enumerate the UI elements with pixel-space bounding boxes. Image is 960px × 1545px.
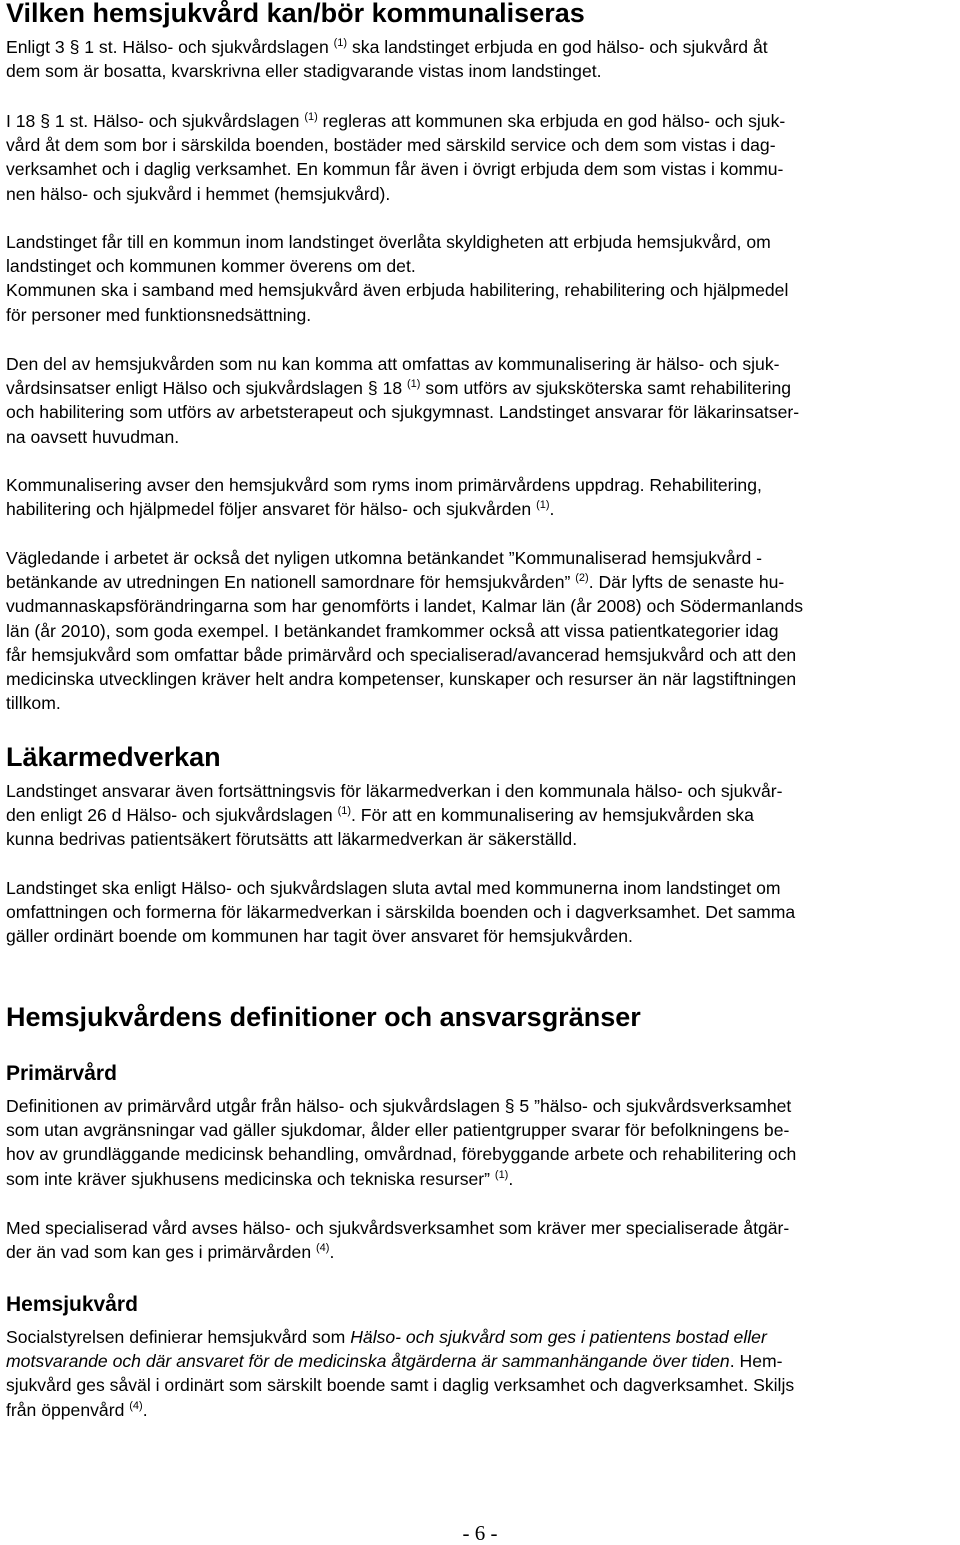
section-symbol: § — [367, 378, 378, 399]
italic-quote: motsvarande och där ansvaret för de medicinska åtgärderna är sammanhängande över tiden — [6, 1351, 730, 1372]
subheading-hemsjukvard: Hemsjukvård — [6, 1293, 138, 1316]
page-number: - 6 - — [462, 1521, 498, 1545]
text-line: kunna bedrivas patientsäkert förutsätts att läkarmedverkan är säkerställd. — [6, 829, 578, 850]
text-line: nen hälso- och sjukvård i hemmet (hemsjukvård). — [6, 183, 391, 204]
text-line: Landstinget ansvarar även fortsättningsvis för läkarmedverkan i den kommunala hälso- och sjukvår- — [6, 781, 783, 801]
text-line: Med specialiserad vård avses hälso- och sjukvårdsverksamhet som kräver mer specialiserade åtgär- — [6, 1218, 790, 1238]
text-line: landstinget och kommunen kommer överens om det. — [6, 256, 416, 277]
text-line: som inte kräver sjukhusens medicinska och tekniska resurser” $^{(1)}$. — [6, 1168, 514, 1189]
text-line: dem som är bosatta, kvarskrivna eller stadigvarande vistas inom landstinget. — [6, 61, 602, 82]
paragraph-hemsjukvard-definition — [6, 1325, 956, 1422]
text-line: vudmannaskapsförändringarna som har genomförts i landet, Kalmar län (år 2008) och Södermanlands — [6, 596, 804, 617]
text-line: Kommunen ska i samband med hemsjukvård även erbjuda habilitering, rehabilitering och hjälpmedel — [6, 280, 789, 301]
section-symbol: § — [504, 1096, 515, 1116]
text-line: från öppenvård $^{(4)}$. — [6, 1399, 148, 1420]
footnote-ref: (4) — [316, 1242, 330, 1255]
text-line: Den del av hemsjukvården som nu kan komma att omfattas av kommunalisering är hälso- och sjuk- — [6, 354, 780, 374]
text-line: I 18 § 1 st. Hälso- och sjukvårdslagen $^{(1)}$ regleras att kommunen ska erbjuda en god hälso- och sjuk- — [6, 111, 786, 131]
text-line: får hemsjukvård som omfattar både primärvård och specialiserad/avancerad hemsjukvård och att den — [6, 644, 797, 665]
text-line: tillkom. — [6, 693, 61, 714]
paragraph-den-del — [6, 352, 956, 449]
text-line: Vägledande i arbetet är också det nyligen utkomna betänkandet ”Kommunaliserad hemsjukvård - — [6, 548, 762, 568]
paragraph-avtal — [6, 876, 956, 949]
paragraph-kommunalisering — [6, 473, 956, 521]
section-symbol: § — [69, 37, 80, 57]
section-symbol: § — [40, 111, 51, 131]
footnote-ref: (1) — [337, 805, 352, 818]
footnote-ref: (4) — [129, 1399, 143, 1412]
text-line: habilitering och hjälpmedel följer ansvaret för hälso- och sjukvården $^{(1)}$. — [6, 499, 555, 520]
text-line: betänkande av utredningen En nationell samordnare för hemsjukvården” $^{(2)}$. Där lyfts de senaste hu- — [6, 572, 785, 593]
text-line: medicinska utvecklingen kräver helt andra kompetenser, kunskaper och resurser än när lagstiftningen — [6, 669, 797, 690]
text-line: Landstinget får till en kommun inom landstinget överlåta skyldigheten att erbjuda hemsjukvård, om — [6, 232, 771, 252]
text-line: hov av grundläggande medicinsk behandling, omvårdnad, förebyggande arbete och rehabilitering och — [6, 1144, 797, 1165]
text-line: motsvarande och där ansvaret för de medicinska åtgärderna är sammanhängande över tiden. Hem- — [6, 1351, 783, 1372]
text-line: för personer med funktionsnedsättning. — [6, 304, 312, 325]
text-line: vård åt dem som bor i särskilda boenden, bostäder med särskild service och dem som vistas i dag- — [6, 135, 776, 156]
text-line: Socialstyrelsen definierar hemsjukvård som Hälso- och sjukvård som ges i patientens bostad eller — [6, 1327, 767, 1347]
text-line: sjukvård ges såväl i ordinärt som särskilt boende samt i daglig verksamhet och dagverksamhet. Skiljs — [6, 1375, 795, 1396]
paragraph-primarvard-definition — [6, 1094, 956, 1191]
subheading-primarvard: Primärvård — [6, 1062, 117, 1085]
text-line: der än vad som kan ges i primärvården $^{(4)}$. — [6, 1242, 335, 1263]
text-line: verksamhet och i daglig verksamhet. En kommun får även i övrigt erbjuda dem som vistas i kommu- — [6, 159, 784, 180]
text-line: na oavsett huvudman. — [6, 426, 180, 447]
footnote-ref: (1) — [304, 111, 318, 123]
footnote-ref: (2) — [575, 572, 589, 585]
text-line: gäller ordinärt boende om kommunen har tagit över ansvaret för hemsjukvården. — [6, 926, 633, 947]
text-line: den enligt 26 d Hälso- och sjukvårdslagen $^{(1)}$. För att en kommunalisering av hemsjukvården ska — [6, 805, 754, 826]
paragraph-i-18 — [6, 109, 956, 206]
text-line: omfattningen och formerna för läkarmedverkan i särskilda boenden och i dagverksamhet. Det samma — [6, 902, 796, 923]
text-line: som utan avgränsningar vad gäller sjukdomar, ålder eller patientgrupper svarar för befolkningens be- — [6, 1120, 790, 1141]
paragraph-landstinget-overlata — [6, 230, 956, 327]
paragraph-specialiserad-vard — [6, 1216, 956, 1264]
section-heading-definitioner: Hemsjukvårdens definitioner och ansvarsgränser — [6, 1002, 641, 1032]
footnote-ref: (1) — [333, 37, 348, 49]
text-line: Enligt 3 § 1 st. Hälso- och sjukvårdslagen $^{(1)}$ ska landstinget erbjuda en god hälso- och sjukvård åt — [6, 37, 768, 57]
section-heading-lakarmedverkan: Läkarmedverkan — [6, 742, 221, 772]
paragraph-vagledande — [6, 546, 956, 715]
text-line: Landstinget ska enligt Hälso- och sjukvårdslagen sluta avtal med kommunerna inom landstinget om — [6, 878, 781, 898]
footnote-ref: (1) — [536, 499, 550, 512]
footnote-ref: (1) — [494, 1168, 509, 1181]
paragraph-lakarmedverkan — [6, 779, 956, 852]
text-line: Definitionen av primärvård utgår från hälso- och sjukvårdslagen § 5 ”hälso- och sjukvårdsverksamhet — [6, 1096, 792, 1116]
footnote-ref: (1) — [407, 378, 421, 391]
main-heading: Vilken hemsjukvård kan/bör kommunaliseras — [6, 0, 585, 28]
text-line: och habilitering som utförs av arbetsterapeut och sjukgymnast. Landstinget ansvarar för läkarinsatser- — [6, 402, 800, 423]
italic-quote: Hälso- och sjukvård som ges i patientens bostad eller — [350, 1327, 767, 1347]
text-line: Kommunalisering avser den hemsjukvård som ryms inom primärvårdens uppdrag. Rehabilitering, — [6, 475, 762, 495]
text-line: län (år 2010), som goda exempel. I betänkandet framkommer också att vissa patientkategorier idag — [6, 620, 779, 641]
paragraph-enligt-3 — [6, 35, 956, 83]
text-line: vårdsinsatser enligt Hälso och sjukvårdslagen § 18 $^{(1)}$ som utförs av sjuksköterska samt rehabilitering — [6, 378, 792, 399]
